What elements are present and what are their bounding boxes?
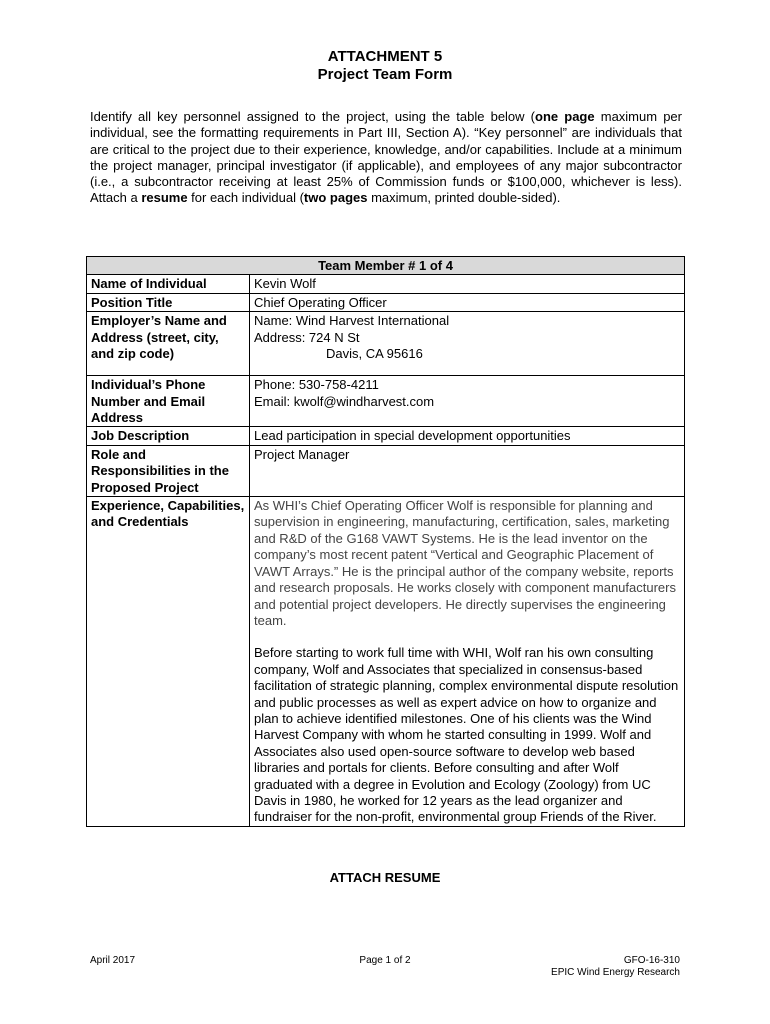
table-row [87,445,685,496]
role-value: Project Manager [250,445,685,496]
employer-address: Address: 724 N St [254,329,360,345]
table-row [87,376,685,427]
position-value: Chief Operating Officer [250,293,685,311]
table-row [87,275,685,293]
email-value: Email: kwolf@windharvest.com [254,393,435,409]
name-value: Kevin Wolf [250,275,685,293]
intro-bold-one-page: one page [535,109,595,124]
form-title: Project Team Form [317,66,453,83]
team-member-table [86,256,685,827]
job-value: Lead participation in special development opportunities [250,427,685,445]
footer-program: EPIC Wind Energy Research [551,967,680,978]
intro-bold-resume: resume [141,190,188,206]
employer-city: Davis, CA 95616 [326,346,423,362]
table-row [87,497,685,827]
phone-value: Phone: 530-758-4211 [254,377,379,393]
intro-text-2: maximum per individual, see the formatting requirements in Part III, Section A). “Key personnel” are individuals that are critical to the project due to their experience, knowledge, and/or capabilities. Include at a minimum the project manager, principal investigator (if applicable), and employees of any major subcontractor (i.e., a subcontractor receiving at least 25% of Commission funds or $100,000, whichever is less). Attach a [90,109,682,206]
team-member-header: Team Member # 1 of 4 [87,257,685,275]
intro-paragraph [90,109,682,207]
attach-resume-note: ATTACH RESUME [329,870,441,885]
intro-text-4: maximum, printed double-sided). [367,190,561,206]
intro-bold-two-pages: two pages [303,190,368,206]
intro-text-3: for each individual ( [187,190,304,206]
experience-label: Experience, Capabilities, and Credentials [87,497,250,827]
employer-label: Employer’s Name and Address (street, city, and zip code) [87,312,250,376]
intro-text-1: Identify all key personnel assigned to the project, using the table below ( [90,109,536,124]
footer-page-number: Page 1 of 2 [359,955,411,966]
role-label: Role and Responsibilities in the Proposed Project [87,445,250,496]
table-header-row [87,257,685,275]
footer-reference [551,955,680,979]
employer-cell [250,312,685,376]
contact-label: Individual’s Phone Number and Email Address [87,376,250,427]
table-row [87,312,685,376]
footer-code: GFO-16-310 [623,955,680,966]
experience-paragraph-2: Before starting to work full time with WHI, Wolf ran his own consulting company, Wolf and Associates that specialized in consensus-based facilitation of strategic planning, complex environmental dispute resolution and public processes as well as expert advice on how to organize and plan to achieve identified milestones. One of his clients was the Wind Harvest Company with whom he started consulting in 1999. Wolf and Associates also used open-source software to develop web based libraries and portals for clients. Before consulting and after Wolf graduated with a degree in Evolution and Ecology (Zoology) from UC Davis in 1980, he worked for 12 years as the lead organizer and fundraiser for the non-profit, environmental group Friends of the River. [254,645,679,825]
experience-paragraph-1: As WHI’s Chief Operating Officer Wolf is responsible for planning and supervision in engineering, manufacturing, certification, sales, marketing and R&D of the G168 VAWT Systems. He is the lead inventor on the company’s most recent patent “Vertical and Geographic Placement of VAWT Arrays.” He is the principal author of the company website, reports and research proposals. He works closely with component manufacturers and potential project developers. He directly supervises the engineering team. [254,498,676,628]
footer-date: April 2017 [90,955,136,966]
attachment-heading: ATTACHMENT 5 [327,48,443,65]
position-label: Position Title [87,293,250,311]
title-block [0,48,770,84]
table-row [87,427,685,445]
experience-cell [250,497,685,827]
job-label: Job Description [87,427,250,445]
name-label: Name of Individual [87,275,250,293]
employer-name: Name: Wind Harvest International [254,313,450,329]
contact-cell [250,376,685,427]
table-row [87,293,685,311]
